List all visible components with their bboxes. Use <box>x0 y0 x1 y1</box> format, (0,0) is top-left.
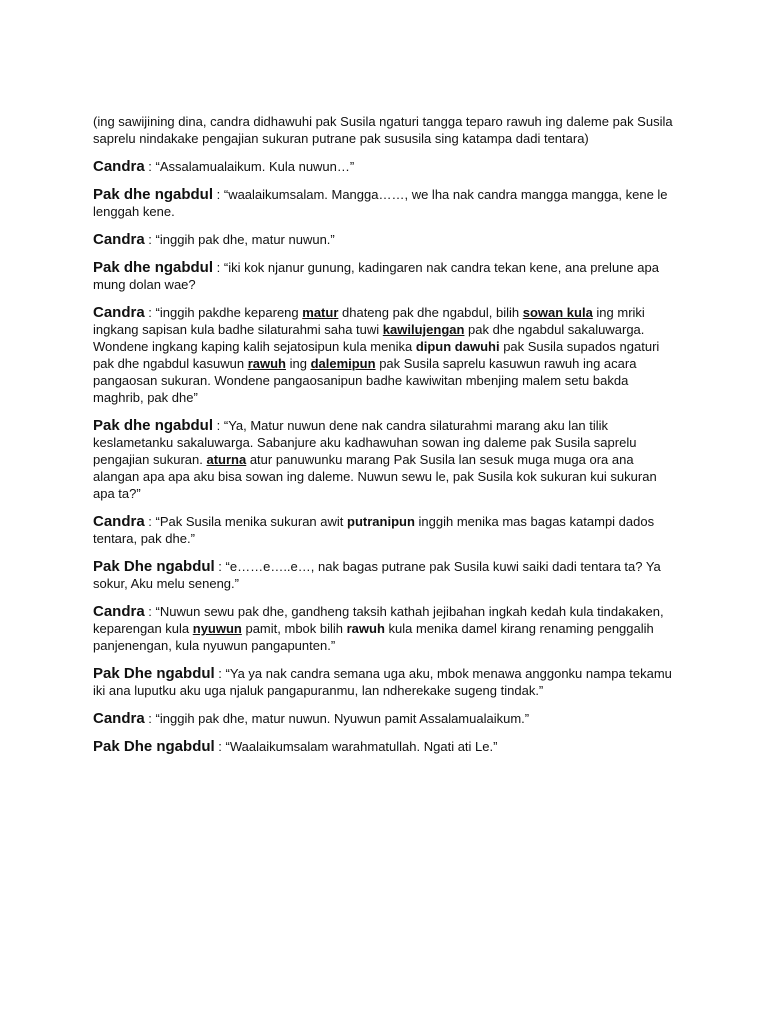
emphasized-word: sowan kula <box>522 305 593 320</box>
dialogue-text: pak Susila saprelu kasuwun rawuh ing acara pangaosan sukuran. Wondene pangaosanipun badhe kawiwitan mbenjing malem setu bakda maghrib, pak dhe” <box>93 356 637 405</box>
dialogue-text: dhateng pak dhe ngabdul, bilih <box>338 305 523 320</box>
speaker-name: Pak dhe ngabdul <box>93 186 214 203</box>
dialogue-text: “inggih pakdhe kepareng <box>155 305 303 320</box>
emphasized-word: rawuh <box>247 356 286 371</box>
speaker-name: Candra <box>93 603 145 620</box>
dialogue-text: “inggih pak dhe, matur nuwun.” <box>155 232 335 247</box>
speaker-name: Candra <box>93 231 145 248</box>
speaker-separator: : <box>214 739 226 754</box>
dialogue-text: pamit, mbok bilih <box>241 621 347 636</box>
dialogue-text: “waalaikumsalam. Mangga……, we lha nak candra mangga mangga, kene le lenggah kene. <box>93 187 668 219</box>
speaker-separator: : <box>144 711 156 726</box>
dialogue-line <box>93 259 678 293</box>
dialogue-line <box>93 738 678 755</box>
speaker-name: Pak Dhe ngabdul <box>93 558 215 575</box>
emphasized-word: nyuwun <box>192 621 242 636</box>
speaker-separator: : <box>214 559 226 574</box>
emphasized-word: putranipun <box>347 514 415 529</box>
dialogue-text: inggih menika mas bagas katampi dados tentara, pak dhe.” <box>93 514 655 546</box>
dialogue-text: kula menika damel kirang renaming penggalih panjenengan, kula nyuwun pangapunten.” <box>93 621 654 653</box>
dialogue-text: “inggih pak dhe, matur nuwun. Nyuwun pamit Assalamualaikum.” <box>155 711 530 726</box>
dialogue-list <box>93 158 678 755</box>
speaker-separator: : <box>213 260 224 275</box>
emphasized-word: matur <box>302 305 339 320</box>
speaker-name: Pak dhe ngabdul <box>93 259 214 276</box>
dialogue-line <box>93 417 678 502</box>
speaker-name: Candra <box>93 513 145 530</box>
dialogue-line <box>93 603 678 654</box>
dialogue-text: “Ya ya nak candra semana uga aku, mbok menawa anggonku nampa tekamu iki ana luputku aku uga njaluk pangapuranmu, lan ndherekake sugeng tindak.” <box>93 666 672 698</box>
speaker-separator: : <box>144 604 156 619</box>
dialogue-text: ing <box>285 356 311 371</box>
dialogue-text: pak dhe ngabdul sakaluwarga. Wondene ingkang kaping kalih sejatosipun kula menika <box>93 322 645 354</box>
dialogue-text: “Nuwun sewu pak dhe, gandheng taksih kathah jejibahan ingkah kedah kula tindakaken, keparengan kula <box>93 604 664 636</box>
dialogue-text: “Assalamualaikum. Kula nuwun…” <box>155 159 355 174</box>
dialogue-text: “Pak Susila menika sukuran awit <box>155 514 348 529</box>
speaker-separator: : <box>144 305 156 320</box>
speaker-name: Candra <box>93 710 145 727</box>
emphasized-word: rawuh <box>346 621 385 636</box>
dialogue-line <box>93 186 678 220</box>
speaker-separator: : <box>144 514 156 529</box>
dialogue-text: “iki kok njanur gunung, kadingaren nak candra tekan kene, ana prelune apa mung dolan wae? <box>93 260 659 292</box>
document-body <box>93 113 678 766</box>
emphasized-word: kawilujengan <box>382 322 465 337</box>
intro-paragraph: (ing sawijining dina, candra didhawuhi pak Susila ngaturi tangga teparo rawuh ing daleme pak Susila saprelu nindakake pengajian sukuran putrane pak sususila sing katampa dadi tentara) <box>93 114 673 146</box>
speaker-separator: : <box>144 232 156 247</box>
dialogue-line <box>93 231 678 248</box>
dialogue-line <box>93 710 678 727</box>
dialogue-text: “Waalaikumsalam warahmatullah. Ngati ati Le.” <box>225 739 498 754</box>
speaker-separator: : <box>144 159 156 174</box>
emphasized-word: dalemipun <box>310 356 376 371</box>
speaker-name: Pak dhe ngabdul <box>93 417 214 434</box>
dialogue-text: atur panuwunku marang Pak Susila lan sesuk muga muga ora ana alangan apa apa aku bisa sowan ing daleme. Nuwun sewu le, pak Susila kok sukuran kui sukuran apa ta?” <box>93 452 657 501</box>
dialogue-text: “Ya, Matur nuwun dene nak candra silaturahmi marang aku lan tilik keslametanku sakaluwarga. Sabanjure aku kadhawuhan sowan ing daleme pak Susila saprelu pengajian sukuran. <box>93 418 637 467</box>
dialogue-line <box>93 513 678 547</box>
speaker-separator: : <box>213 418 224 433</box>
dialogue-line <box>93 304 678 406</box>
speaker-name: Candra <box>93 304 145 321</box>
speaker-name: Pak Dhe ngabdul <box>93 665 215 682</box>
speaker-name: Pak Dhe ngabdul <box>93 738 215 755</box>
emphasized-word: aturna <box>206 452 247 467</box>
dialogue-text: ing mriki ingkang sapisan kula badhe silaturahmi saha tuwi <box>93 305 645 337</box>
emphasized-word: dipun dawuhi <box>415 339 500 354</box>
speaker-separator: : <box>213 187 224 202</box>
dialogue-line <box>93 558 678 592</box>
dialogue-text: “e……e…..e…, nak bagas putrane pak Susila kuwi saiki dadi tentara ta? Ya sokur, Aku melu seneng.” <box>93 559 661 591</box>
speaker-name: Candra <box>93 158 145 175</box>
dialogue-line <box>93 158 678 175</box>
dialogue-line <box>93 665 678 699</box>
speaker-separator: : <box>214 666 226 681</box>
dialogue-text: pak Susila supados ngaturi pak dhe ngabdul kasuwun <box>93 339 660 371</box>
